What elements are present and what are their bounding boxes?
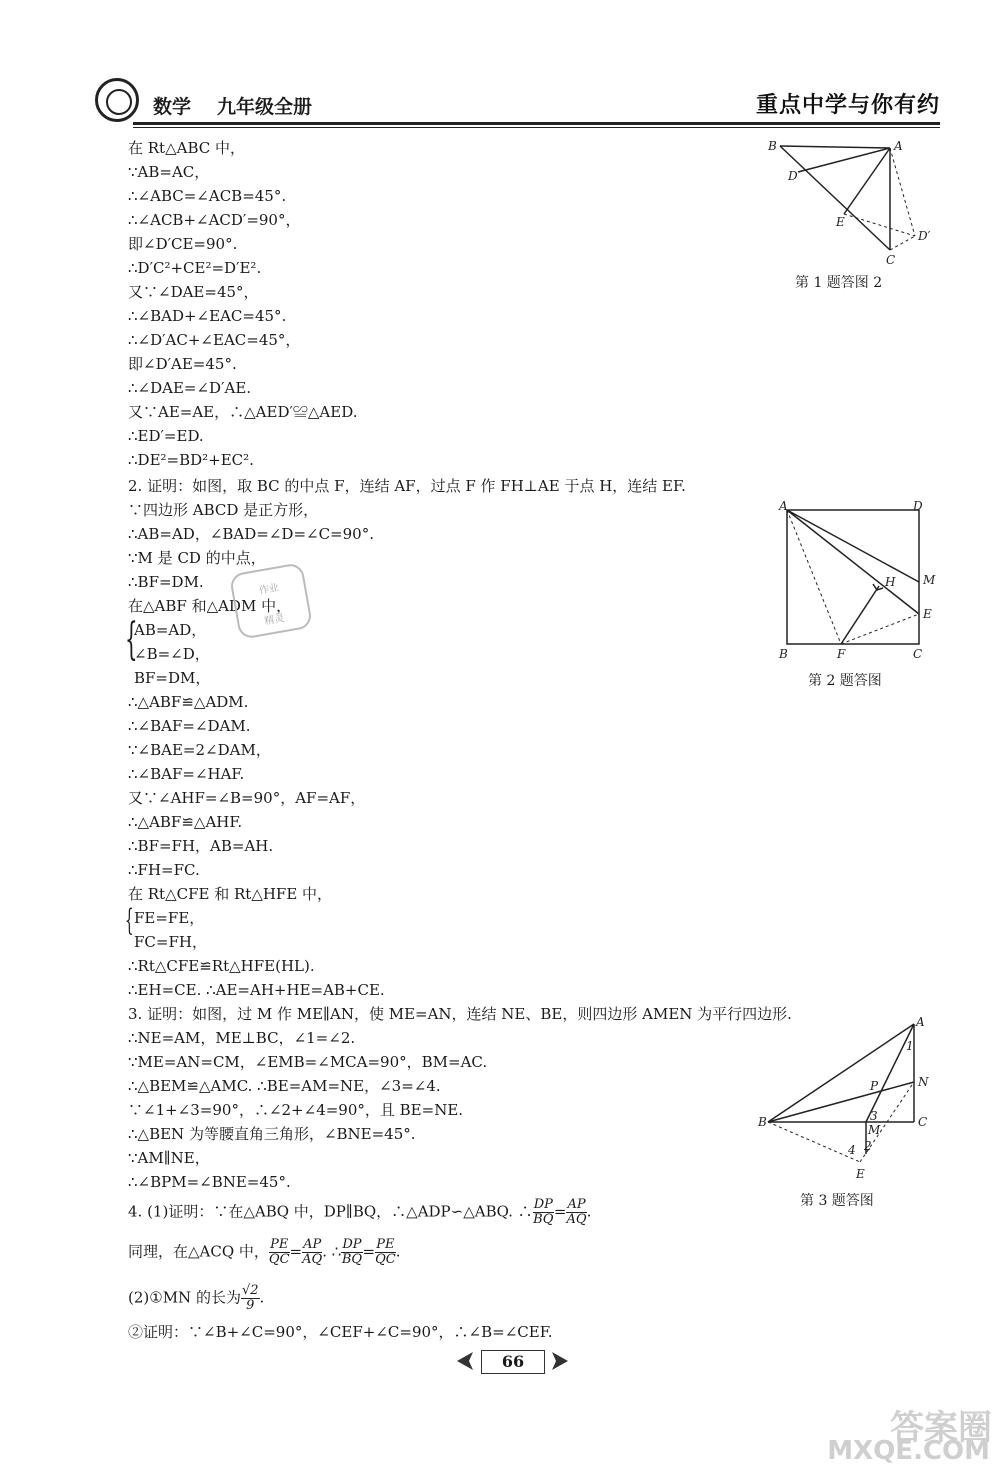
text-line: ∴BF=DM. [128, 573, 204, 591]
fig2-label: A [779, 499, 788, 513]
figure-3-caption: 第 3 题答图 [800, 1193, 874, 1209]
page-number: 66 [455, 1348, 570, 1374]
text-line: ∴∠BAD+∠EAC=45°. [128, 307, 287, 325]
fig3-label: A [916, 1015, 925, 1029]
text-line: ∵∠BAE=2∠DAM， [128, 741, 271, 759]
text-line: 在 Rt△CFE 和 Rt△HFE 中， [128, 885, 333, 903]
fig3-label: 1 [906, 1039, 914, 1053]
figure-1 [760, 138, 940, 270]
fig1-label: D [788, 169, 798, 183]
figure-3 [758, 1014, 940, 1186]
text-line: ∵四边形 ABCD 是正方形， [128, 501, 319, 519]
text-line: ∠B=∠D， [134, 645, 210, 663]
text-line: ∴DE²=BD²+EC². [128, 451, 254, 469]
text-line: ∴∠ABC=∠ACB=45°. [128, 187, 287, 205]
fig1-label: E [836, 215, 845, 229]
fraction: $\frac{DP}{BQ}$ [533, 1197, 554, 1227]
text-line: ∴AB=AD，∠BAD=∠D=∠C=90°. [128, 525, 374, 543]
text-line: ∴△BEM≌△AMC. ∴BE=AM=NE，∠3=∠4. [128, 1077, 441, 1095]
fig2-label: H [885, 575, 896, 589]
text-line: ∴BF=FH，AB=AH. [128, 837, 274, 855]
text-line: ∴EH=CE. ∴AE=AH+HE=AB+CE. [128, 981, 385, 999]
text-line: ∵M 是 CD 的中点， [128, 549, 266, 567]
question-4-part1: 4. (1)证明：∵在△ABQ 中，DP∥BQ，∴△ADP∽△ABQ. ∴ $\frac{DP}{BQ}$ = $\frac{AP}{AQ}$ . [128, 1197, 592, 1227]
system-brace: { [125, 903, 134, 938]
text-line: 又∵AE=AE，∴△AED′≌△AED. [128, 403, 358, 421]
text-line: AB=AD， [134, 621, 207, 639]
question-4-part1-cont: 同理，在△ACQ 中， $\frac{PE}{QC}$ = $\frac{AP}{AQ}$ . ∴ $\frac{DP}{BQ}$ = $\frac{PE}{QC}$ . [128, 1237, 401, 1267]
fraction: $\frac{AP}{AQ}$ [302, 1237, 323, 1267]
text-line: ∴ED′=ED. [128, 427, 204, 445]
text-line: ∴Rt△CFE≌Rt△HFE(HL). [128, 957, 315, 975]
text-line: ∴△ABF≌△AHF. [128, 813, 243, 831]
fig2-label: M [923, 573, 936, 587]
fig2-label: D [913, 499, 923, 513]
text-line: 又∵∠DAE=45°， [128, 283, 259, 301]
figure-2-caption: 第 2 题答图 [808, 673, 882, 689]
text-line: ∵ME=AN=CM，∠EMB=∠MCA=90°，BM=AC. [128, 1053, 488, 1071]
fraction: $\frac{PE}{QC}$ [268, 1237, 290, 1267]
fig3-label: E [856, 1167, 865, 1181]
header-series-title: 重点中学与你有约 [755, 93, 940, 118]
text-line: ∴D′C²+CE²=D′E². [128, 259, 262, 277]
fig3-label: B [758, 1115, 767, 1129]
text-line: ∵∠1+∠3=90°，∴∠2+∠4=90°，且 BE=NE. [128, 1101, 464, 1119]
header-rule-thin [133, 127, 940, 128]
text-line: 在△ABF 和△ADM 中， [128, 597, 292, 615]
fraction: $\frac{PE}{QC}$ [375, 1237, 396, 1267]
text-line: ∴FH=FC. [128, 861, 200, 879]
fig2-label: B [779, 647, 788, 661]
fig2-label: E [923, 607, 932, 621]
fig2-label: F [837, 647, 846, 661]
system-brace: { [125, 614, 138, 665]
question-4-part2b: ②证明：∵∠B+∠C=90°，∠CEF+∠C=90°，∴∠B=∠CEF. [128, 1323, 553, 1341]
question-4-part2: (2)①MN 的长为 $\frac{√2}{9}$ . [128, 1283, 265, 1313]
fig1-label: B [768, 139, 777, 153]
watermark-logo: 答案圈 [890, 1408, 992, 1448]
watermark-url: MXQE.COM [827, 1436, 990, 1466]
text-line: ∴NE=AM，ME⊥BC，∠1=∠2. [128, 1029, 356, 1047]
text-line: FE=FE， [134, 909, 205, 927]
school-logo-icon [95, 78, 139, 122]
fraction: $\frac{DP}{BQ}$ [341, 1237, 363, 1267]
question-3-heading: 3. 证明：如图，过 M 作 ME∥AN，使 ME=AN，连结 NE、BE，则四边形 AMEN 为平行四边形. [128, 1005, 792, 1023]
fig1-label: C [886, 253, 896, 267]
text-line: FC=FH， [134, 933, 207, 951]
text-line: ∴∠BAF=∠HAF. [128, 765, 245, 783]
fig3-label: 2 [864, 1139, 872, 1153]
text-line: ∴∠DAE=∠D′AE. [128, 379, 252, 397]
fraction: $\frac{√2}{9}$ [241, 1283, 259, 1313]
fig3-label: N [918, 1075, 929, 1089]
fig1-label: D′ [918, 229, 931, 243]
header-grade: 九年级全册 [217, 96, 313, 118]
text-line: ∴∠D′AC+∠EAC=45°， [128, 331, 301, 349]
text-line: ∴∠BPM=∠BNE=45°. [128, 1173, 291, 1191]
question-2-heading: 2. 证明：如图，取 BC 的中点 F，连结 AF，过点 F 作 FH⊥AE 于点 H，连结 EF. [128, 477, 686, 495]
page-header [95, 78, 940, 128]
text-line: 即∠D′AE=45°. [128, 355, 237, 373]
text-line: 即∠D′CE=90°. [128, 235, 238, 253]
fig3-label: 4 [848, 1143, 856, 1157]
homework-stamp: 作业 精灵 [229, 562, 313, 640]
text-line: BF=DM， [134, 669, 211, 687]
fig3-label: C [918, 1115, 928, 1129]
fraction: $\frac{AP}{AQ}$ [566, 1197, 587, 1227]
header-rule [133, 122, 940, 125]
text-line: ∴△ABF≌△ADM. [128, 693, 249, 711]
fig3-label: P [870, 1079, 879, 1093]
text-line: 又∵∠AHF=∠B=90°，AF=AF， [128, 789, 366, 807]
text-line: ∴∠ACB+∠ACD′=90°， [128, 211, 301, 229]
header-subject: 数学 [153, 96, 192, 118]
text-line: ∴△BEN 为等腰直角三角形，∠BNE=45°. [128, 1125, 416, 1143]
text-line: ∴∠BAF=∠DAM. [128, 717, 251, 735]
text-line: ∵AB=AC， [128, 163, 210, 181]
fig3-label: M [868, 1123, 881, 1137]
figure-1-caption: 第 1 题答图 2 [795, 275, 883, 291]
text-line: 在 Rt△ABC 中， [128, 139, 246, 157]
fig3-label: 3 [870, 1109, 878, 1123]
fig1-label: A [894, 139, 903, 153]
figure-2 [775, 498, 940, 666]
text-line: ∵AM∥NE， [128, 1149, 210, 1167]
fig2-label: C [913, 647, 923, 661]
